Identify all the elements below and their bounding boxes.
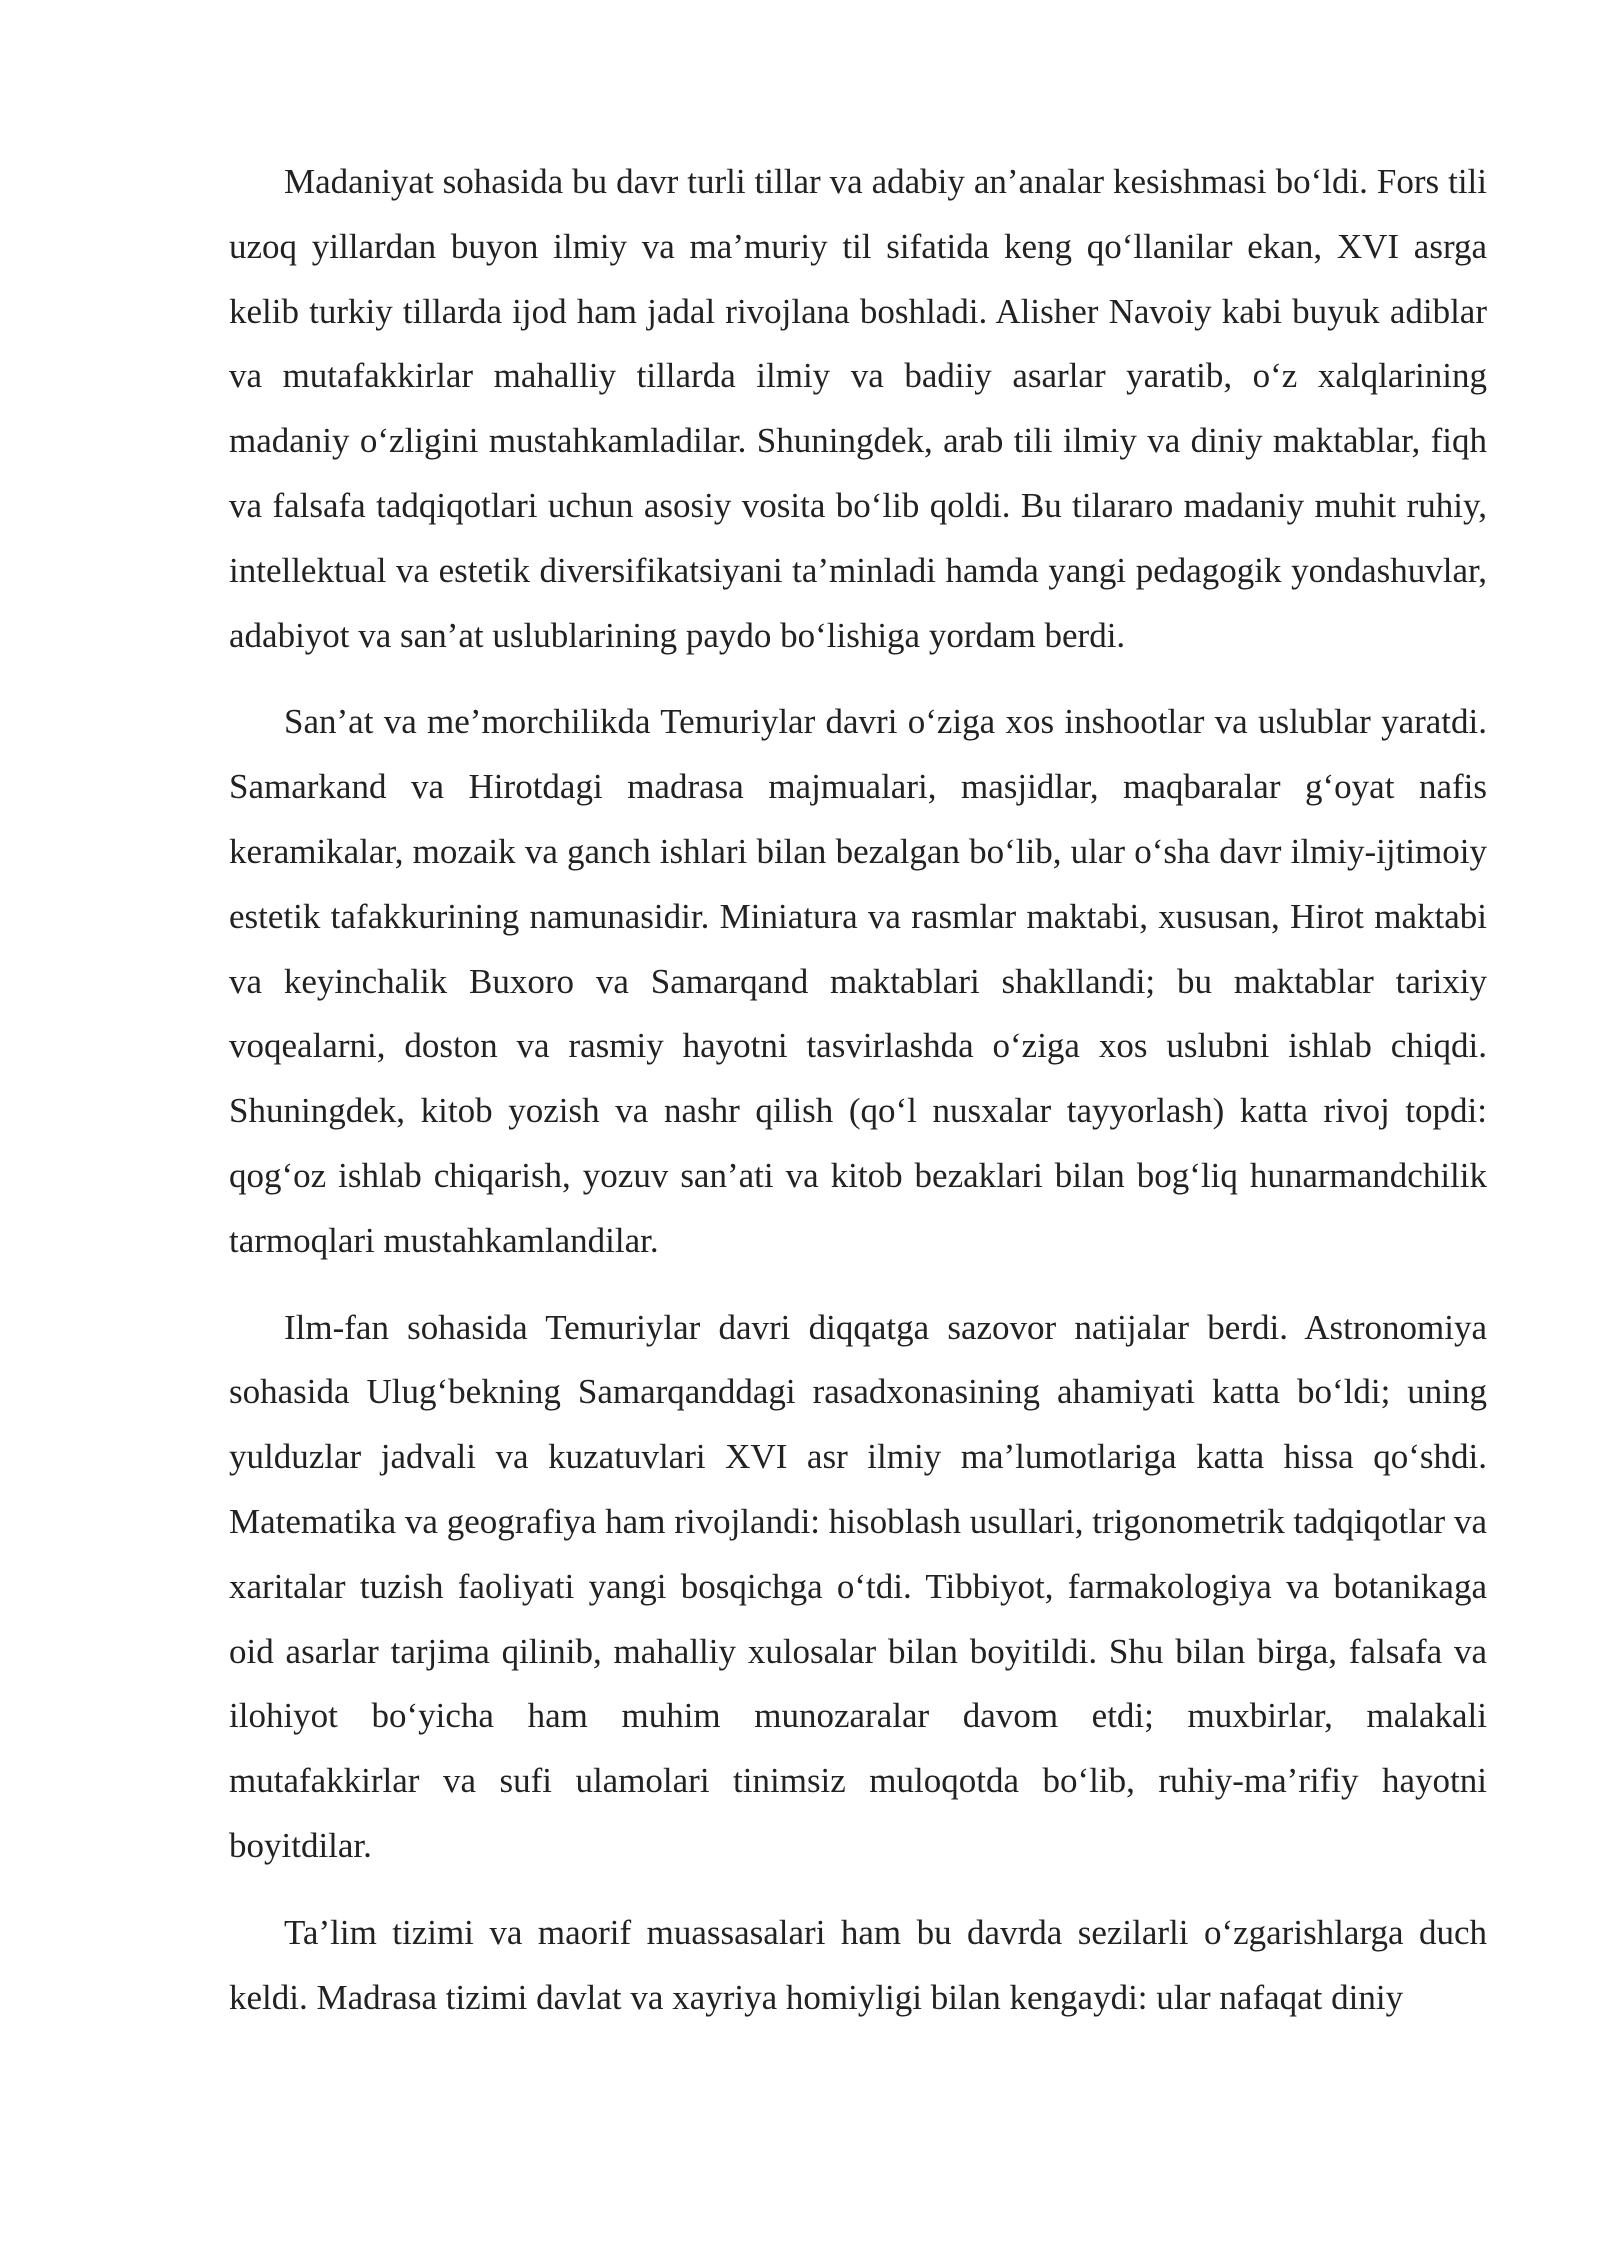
document-page bbox=[229, 150, 1487, 2052]
paragraph-culture: Madaniyat sohasida bu davr turli tillar va adabiy an’analar kesishmasi bo‘ldi. Fors tili uzoq yillardan buyon ilmiy va ma’muriy til sifatida keng qo‘llanilar ekan, XVI asrga kelib turkiy tillarda ijod ham jadal rivojlana boshladi. Alisher Navoiy kabi buyuk adiblar va mutafakkirlar mahalliy tillarda ilmiy va badiiy asarlar yaratib, o‘z xalqlarining madaniy o‘zligini mustahkamladilar. Shuningdek, arab tili ilmiy va diniy maktablar, fiqh va falsafa tadqiqotlari uchun asosiy vosita bo‘lib qoldi. Bu tilararo madaniy muhit ruhiy, intellektual va estetik diversifikatsiyani ta’minladi hamda yangi pedagogik yondashuvlar, adabiyot va san’at uslublarining paydo bo‘lishiga yordam berdi. bbox=[229, 162, 1487, 655]
paragraph-science: Ilm-fan sohasida Temuriylar davri diqqatga sazovor natijalar berdi. Astronomiya sohasida Ulug‘bekning Samarqanddagi rasadxonasining ahamiyati katta bo‘ldi; uning yulduzlar jadvali va kuzatuvlari XVI asr ilmiy ma’lumotlariga katta hissa qo‘shdi. Matematika va geografiya ham rivojlandi: hisoblash usullari, trigonometrik tadqiqotlar va xaritalar tuzish faoliyati yangi bosqichga o‘tdi. Tibbiyot, farmakologiya va botanikaga oid asarlar tarjima qilinib, mahalliy xulosalar bilan boyitildi. Shu bilan birga, falsafa va ilohiyot bo‘yicha ham muhim munozaralar davom etdi; muxbirlar, malakali mutafakkirlar va sufi ulamolari tinimsiz muloqotda bo‘lib, ruhiy-ma’rifiy hayotni boyitdilar. bbox=[229, 1307, 1487, 1865]
paragraph-education: Ta’lim tizimi va maorif muassasalari ham bu davrda sezilarli o‘zgarishlarga duch keldi. Madrasa tizimi davlat va xayriya homiyligi bilan kengaydi: ular nafaqat diniy bbox=[229, 1912, 1487, 2017]
paragraph-art-architecture: San’at va me’morchilikda Temuriylar davri o‘ziga xos inshootlar va uslublar yaratdi. Samarkand va Hirotdagi madrasa majmualari, masjidlar, maqbaralar g‘oyat nafis keramikalar, mozaik va ganch ishlari bilan bezalgan bo‘lib, ular o‘sha davr ilmiy-ijtimoiy estetik tafakkurining namunasidir. Miniatura va rasmlar maktabi, xususan, Hirot maktabi va keyinchalik Buxoro va Samarqand maktablari shakllandi; bu maktablar tarixiy voqealarni, doston va rasmiy hayotni tasvirlashda o‘ziga xos uslubni ishlab chiqdi. Shuningdek, kitob yozish va nashr qilish (qo‘l nusxalar tayyorlash) katta rivoj topdi: qog‘oz ishlab chiqarish, yozuv san’ati va kitob bezaklari bilan bog‘liq hunarmandchilik tarmoqlari mustahkamlandilar. bbox=[229, 702, 1487, 1260]
